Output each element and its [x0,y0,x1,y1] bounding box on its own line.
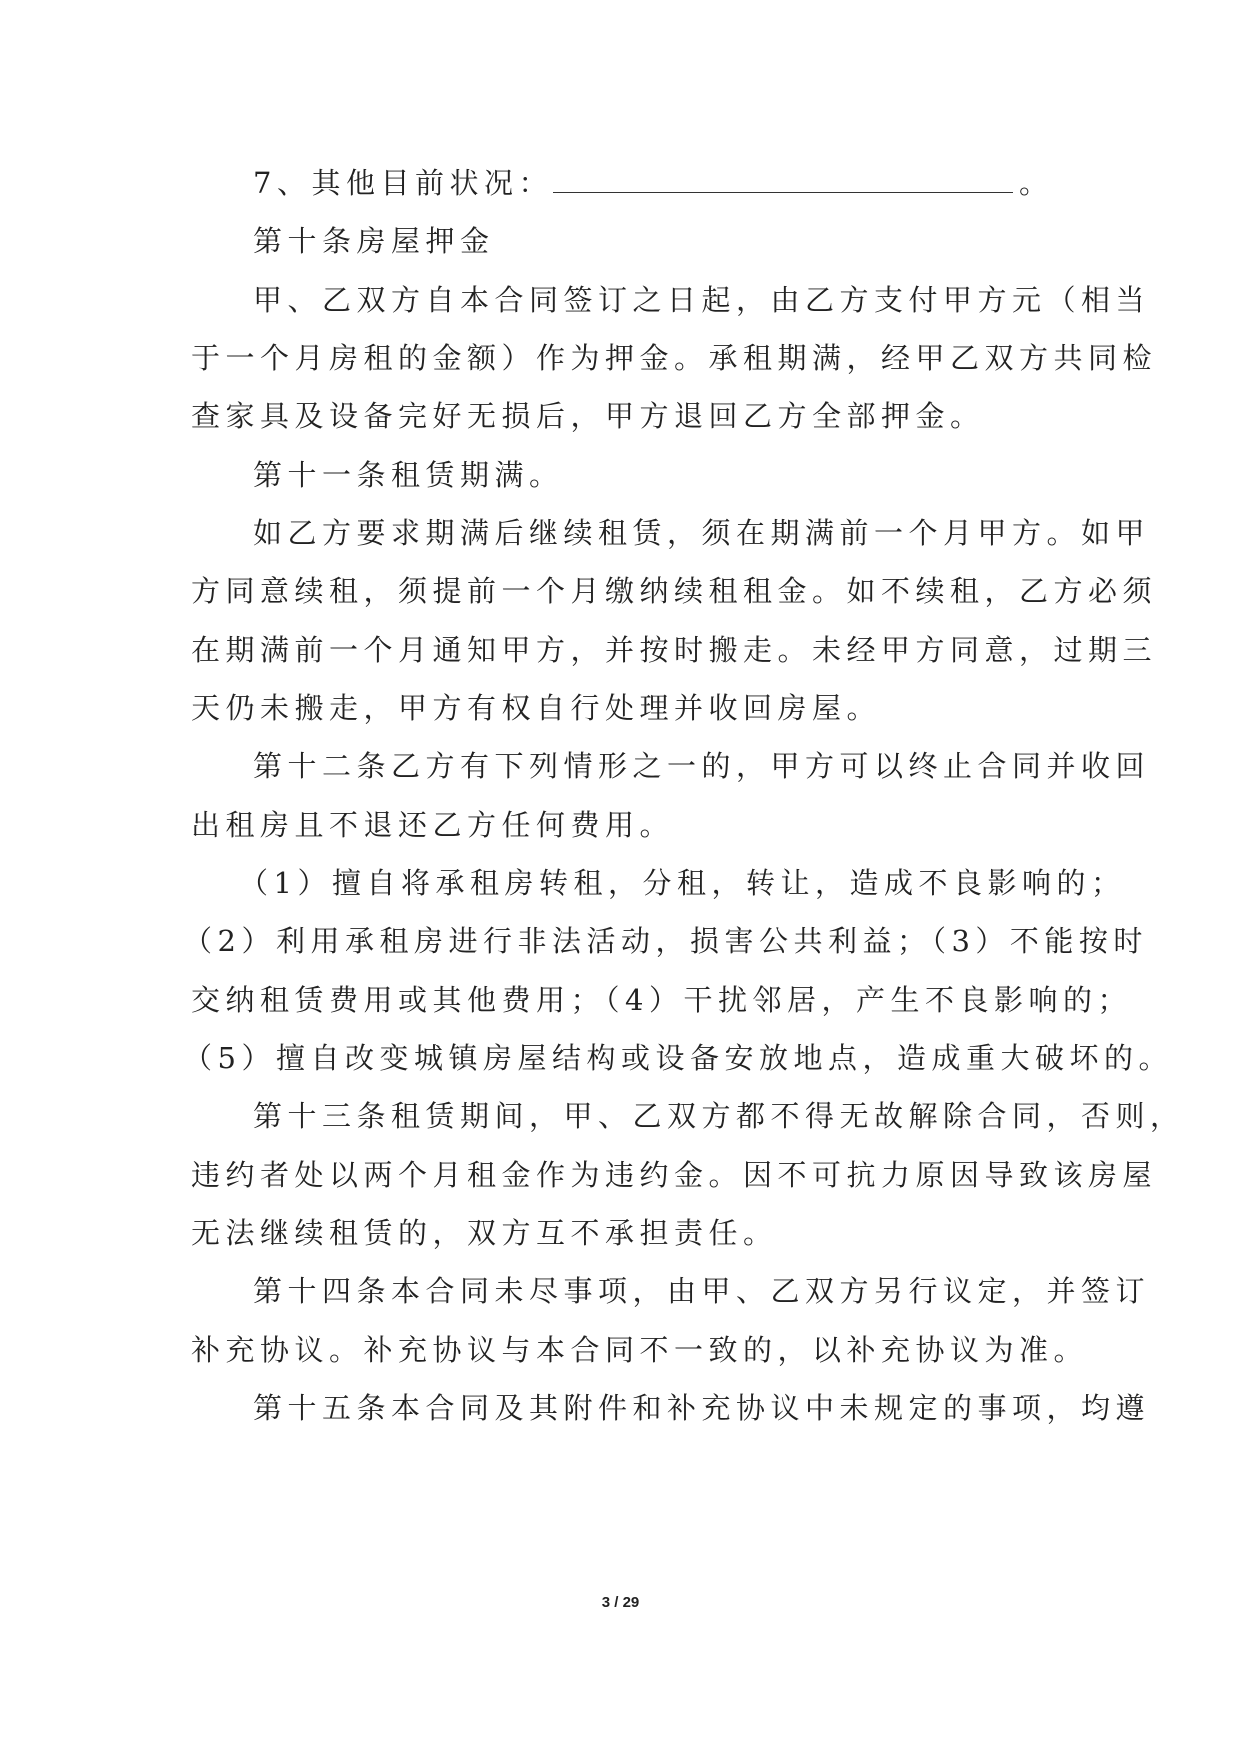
paragraph-line: 出租房且不退还乙方任何费用。 [191,808,675,842]
paragraph-line: 违约者处以两个月租金作为违约金。因不可抗力原因导致该房屋 [191,1158,1158,1192]
paragraph-line: 天仍未搬走，甲方有权自行处理并收回房屋。 [191,691,882,725]
list-item-line: 交纳租赁费用或其他费用；（4）干扰邻居，产生不良影响的； [191,983,1132,1017]
article-11-heading: 第十一条租赁期满。 [253,458,564,492]
article-13-line: 第十三条租赁期间，甲、乙双方都不得无故解除合同，否则， [253,1099,1185,1133]
fill-in-blank [553,166,1013,193]
article-10-heading: 第十条房屋押金 [253,224,495,258]
paragraph-line: 方同意续租，须提前一个月缴纳续租租金。如不续租，乙方必须 [191,574,1158,608]
article-15-line: 第十五条本合同及其附件和补充协议中未规定的事项，均遵 [253,1391,1151,1425]
paragraph-line: 如乙方要求期满后继续租赁，须在期满前一个月甲方。如甲 [253,516,1151,550]
article-12-line: 第十二条乙方有下列情形之一的，甲方可以终止合同并收回 [253,749,1151,783]
paragraph-line: 查家具及设备完好无损后，甲方退回乙方全部押金。 [191,399,985,433]
list-item-line: （1）擅自将承租房转租，分租，转让，造成不良影响的； [239,866,1126,900]
article-14-line: 第十四条本合同未尽事项，由甲、乙双方另行议定，并签订 [253,1274,1151,1308]
item-7-suffix: 。 [1018,166,1054,200]
item-7-label: 7、其他目前状况： [253,166,553,200]
item-7-line [191,163,1153,203]
page-number: 3 / 29 [601,1594,640,1611]
paragraph-line: 于一个月房租的金额）作为押金。承租期满，经甲乙双方共同检 [191,341,1158,375]
paragraph-line: 甲、乙双方自本合同签订之日起，由乙方支付甲方元（相当 [253,283,1151,317]
list-item-line: （5）擅自改变城镇房屋结构或设备安放地点，造成重大破坏的。 [183,1041,1173,1075]
paragraph-line: 在期满前一个月通知甲方，并按时搬走。未经甲方同意，过期三 [191,633,1158,667]
list-item-line: （2）利用承租房进行非法活动，损害公共利益；（3）不能按时 [183,924,1148,958]
paragraph-line: 无法继续租赁的，双方互不承担责任。 [191,1216,778,1250]
paragraph-line: 补充协议。补充协议与本合同不一致的，以补充协议为准。 [191,1333,1089,1367]
